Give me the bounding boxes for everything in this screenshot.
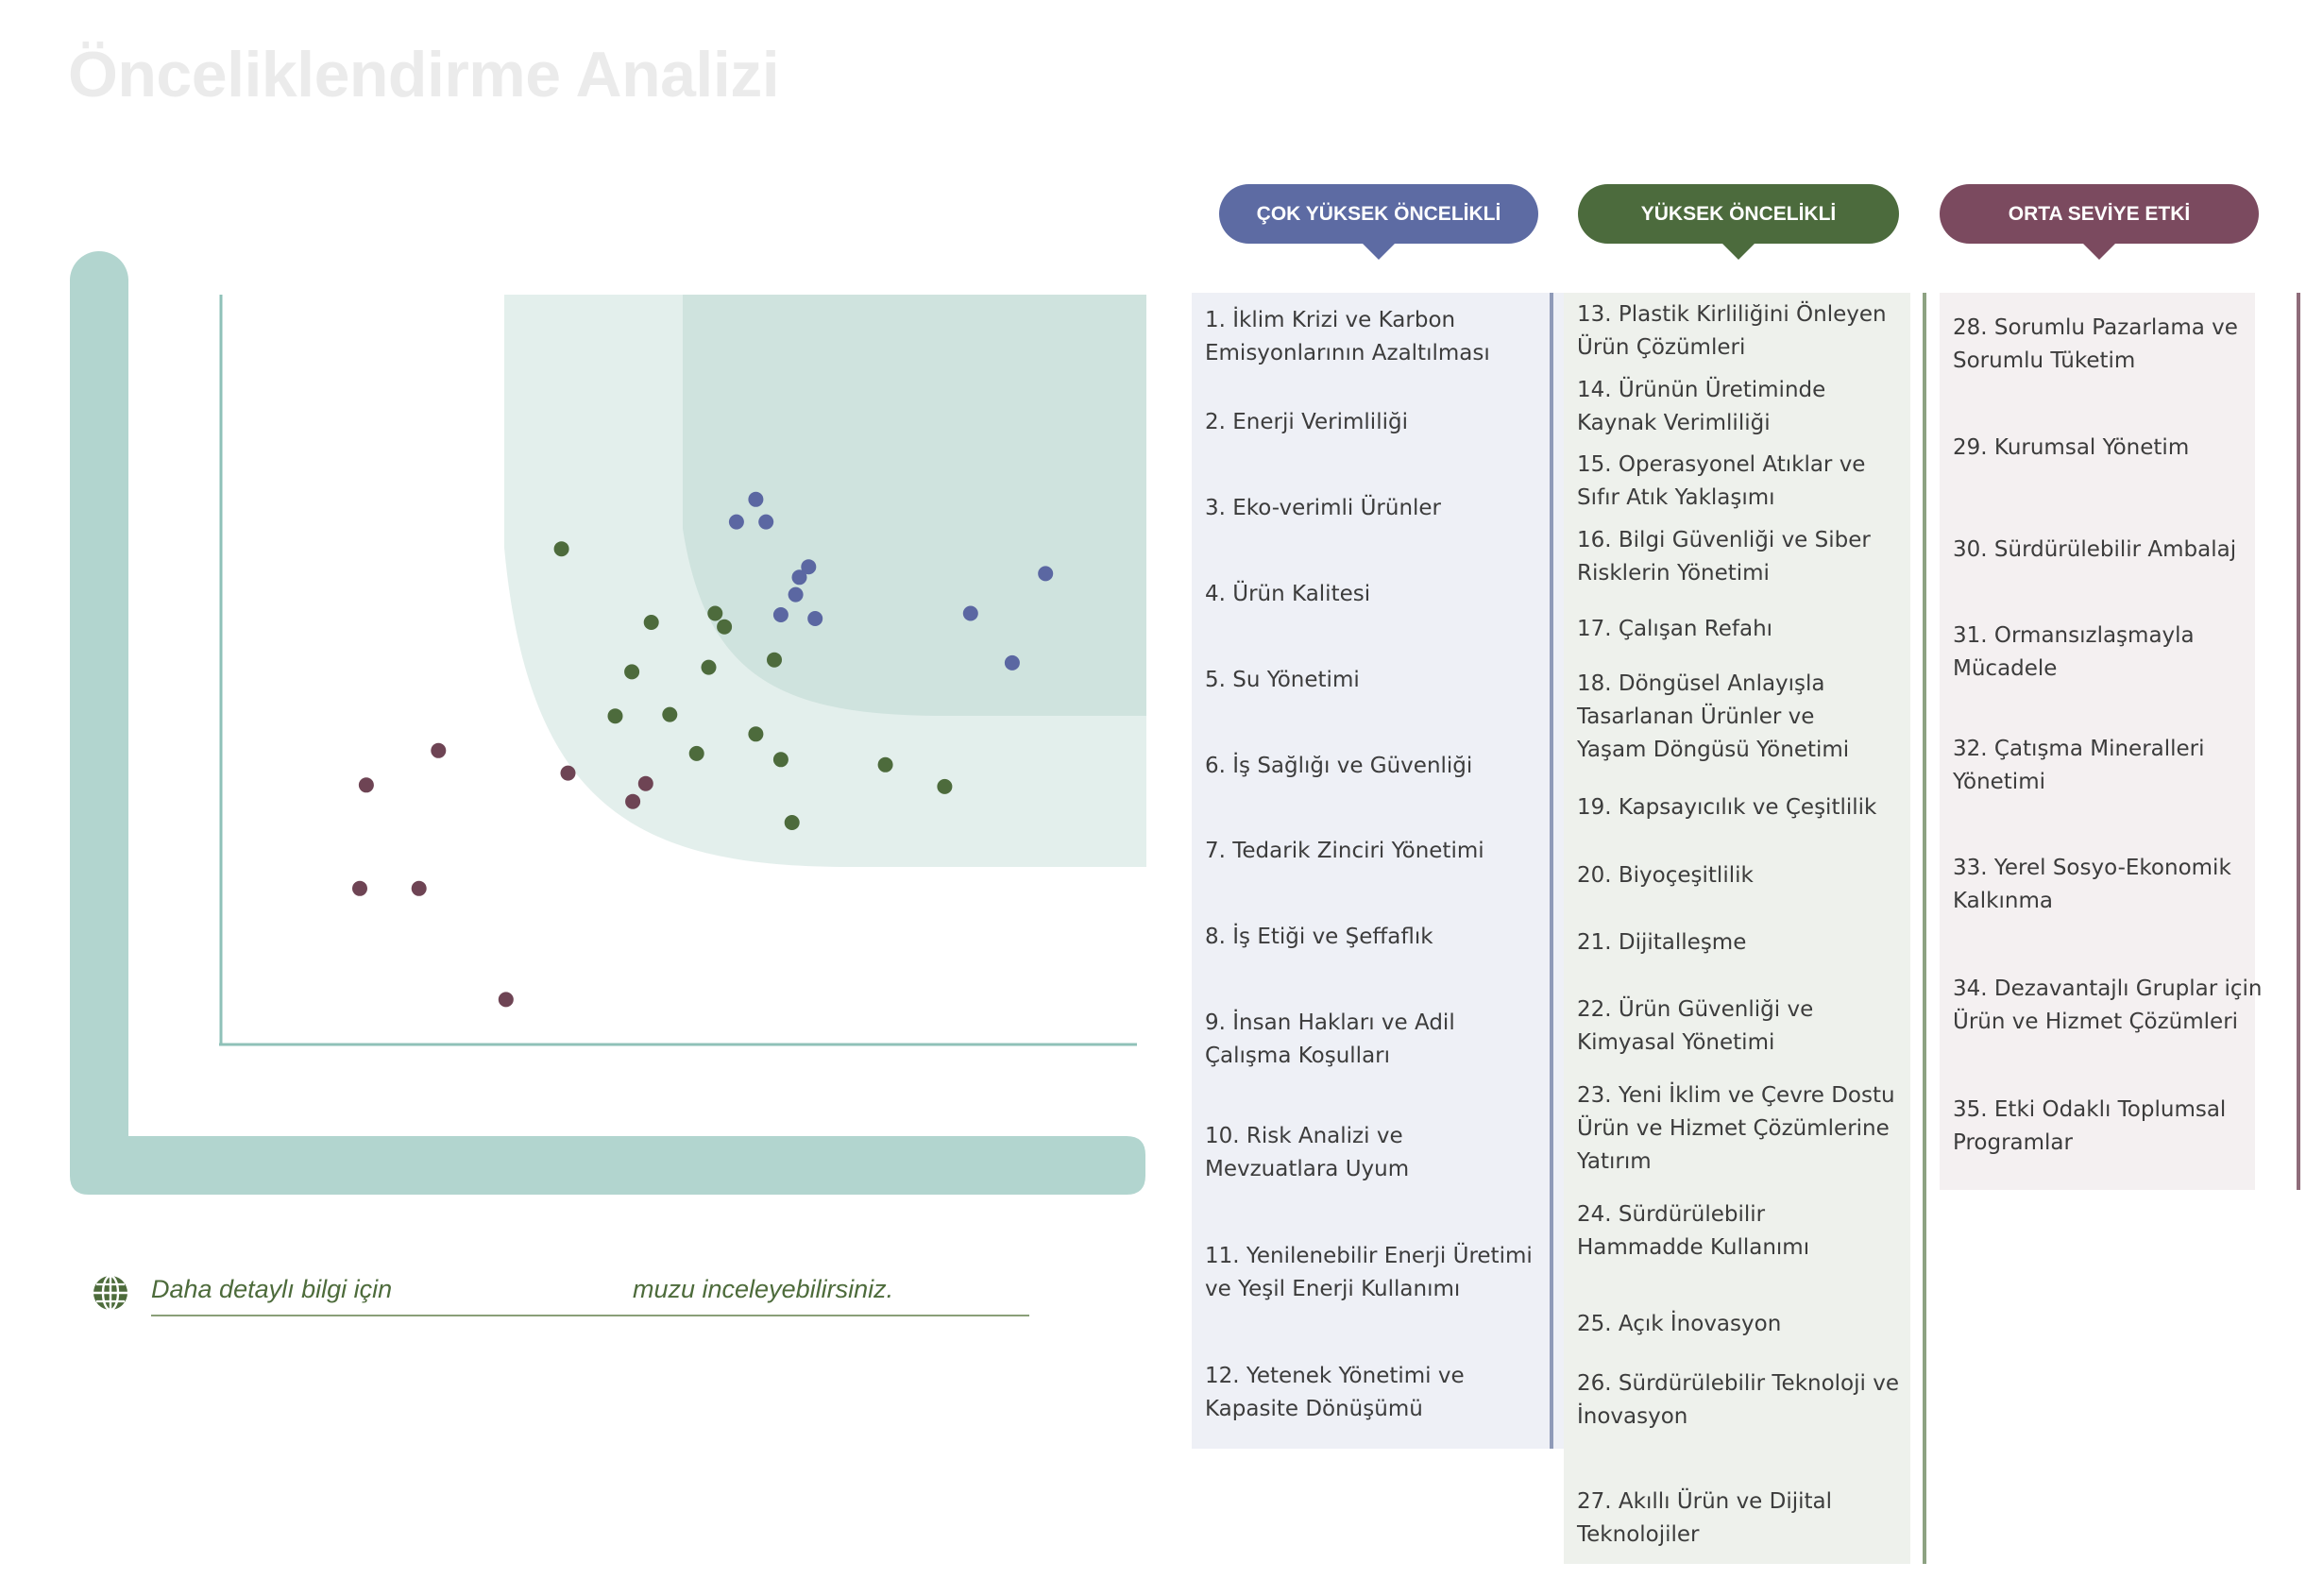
high-data-point xyxy=(767,653,782,668)
medium-data-point xyxy=(638,776,653,791)
high-data-point xyxy=(717,620,732,635)
topic-item xyxy=(1577,374,1825,440)
topic-line: 19. Kapsayıcılık ve Çeşitlilik xyxy=(1577,795,1877,820)
topic-line: 3. Eko-verimli Ürünler xyxy=(1205,496,1442,520)
topic-line: Teknolojiler xyxy=(1577,1522,1700,1547)
very-high-topic-list xyxy=(1192,293,1573,1449)
topic-line: 26. Sürdürülebilir Teknoloji ve xyxy=(1577,1371,1899,1396)
very-high-data-point xyxy=(748,492,763,507)
topic-line: 21. Dijitalleşme xyxy=(1577,930,1747,955)
topic-item xyxy=(1953,620,2195,686)
high-data-point xyxy=(707,606,722,621)
high-data-point xyxy=(644,615,659,630)
topic-line: Ürün ve Hizmet Çözümleri xyxy=(1953,1010,2239,1034)
topic-line: 9. İnsan Hakları ve Adil xyxy=(1205,1010,1455,1035)
topic-line: 30. Sürdürülebilir Ambalaj xyxy=(1953,537,2237,562)
very-high-data-point xyxy=(807,611,822,626)
footer-text-end: muzu inceleyebilirsiniz. xyxy=(633,1275,894,1303)
category-high-badge: YÜKSEK ÖNCELİKLİ xyxy=(1578,184,1899,244)
topic-item xyxy=(1205,921,1433,954)
topic-line: Sıfır Atık Yaklaşımı xyxy=(1577,485,1775,510)
topic-line: Ürün ve Hizmet Çözümlerine xyxy=(1577,1116,1890,1141)
medium-data-point xyxy=(499,992,514,1007)
topic-item xyxy=(1205,304,1490,370)
topic-item xyxy=(1953,973,2263,1039)
topic-line: 27. Akıllı Ürün ve Dijital xyxy=(1577,1489,1833,1514)
high-data-point xyxy=(554,541,569,556)
topic-line: 7. Tedarik Zinciri Yönetimi xyxy=(1205,839,1484,863)
topic-line: Sorumlu Tüketim xyxy=(1953,348,2136,373)
column-rule xyxy=(1550,293,1553,1449)
topic-line: 13. Plastik Kirliliğini Önleyen xyxy=(1577,302,1887,327)
medium-data-point xyxy=(352,881,367,896)
high-data-point xyxy=(748,726,763,741)
high-data-point xyxy=(662,707,677,722)
topic-line: 29. Kurumsal Yönetim xyxy=(1953,435,2190,460)
topic-line: Risklerin Yönetimi xyxy=(1577,561,1770,586)
topic-item xyxy=(1953,312,2238,378)
topic-line: İnovasyon xyxy=(1577,1404,1688,1429)
topic-line: 2. Enerji Verimliliği xyxy=(1205,410,1408,434)
high-data-point xyxy=(878,757,893,773)
topic-line: 8. İş Etiği ve Şeffaflık xyxy=(1205,925,1433,949)
topic-line: 16. Bilgi Güvenliği ve Siber xyxy=(1577,528,1871,552)
topic-line: 10. Risk Analizi ve xyxy=(1205,1124,1403,1148)
topic-line: 11. Yenilenebilir Enerji Üretimi xyxy=(1205,1244,1533,1268)
prioritization-matrix xyxy=(0,0,1171,1228)
column-rule xyxy=(2297,293,2300,1190)
topic-line: 33. Yerel Sosyo-Ekonomik xyxy=(1953,856,2231,880)
topic-line: 18. Döngüsel Anlayışla xyxy=(1577,671,1825,696)
high-data-point xyxy=(608,708,623,723)
very-high-data-point xyxy=(1038,566,1053,581)
topic-line: Hammadde Kullanımı xyxy=(1577,1235,1810,1260)
topic-item xyxy=(1205,1240,1533,1306)
very-high-data-point xyxy=(758,515,773,530)
high-data-point xyxy=(689,746,704,761)
topic-line: 34. Dezavantajlı Gruplar için xyxy=(1953,976,2263,1001)
topic-item xyxy=(1953,432,2189,465)
topic-item xyxy=(1577,613,1772,646)
footer-underline xyxy=(151,1315,1029,1316)
topic-item xyxy=(1205,1360,1465,1426)
topic-line: 20. Biyoçeşitlilik xyxy=(1577,863,1754,888)
medium-data-point xyxy=(412,881,427,896)
topic-line: Yaşam Döngüsü Yönetimi xyxy=(1577,738,1850,762)
topic-item xyxy=(1953,733,2205,799)
topic-line: 15. Operasyonel Atıklar ve xyxy=(1577,452,1866,477)
topic-line: Mücadele xyxy=(1953,656,2058,681)
topic-item xyxy=(1953,534,2236,567)
topic-line: 28. Sorumlu Pazarlama ve xyxy=(1953,315,2238,340)
topic-item xyxy=(1577,1367,1899,1434)
topic-line: Programlar xyxy=(1953,1130,2073,1155)
very-high-data-point xyxy=(773,607,788,622)
topic-line: ve Yeşil Enerji Kullanımı xyxy=(1205,1277,1461,1301)
topic-line: Emisyonlarının Azaltılması xyxy=(1205,341,1490,365)
topic-item xyxy=(1577,449,1865,515)
topic-line: Ürün Çözümleri xyxy=(1577,335,1746,360)
very-high-data-point xyxy=(963,606,978,621)
high-data-point xyxy=(937,779,952,794)
topic-item xyxy=(1205,664,1360,697)
medium-data-point xyxy=(561,766,576,781)
category-medium-badge: ORTA SEVİYE ETKİ xyxy=(1940,184,2259,244)
topic-item xyxy=(1577,668,1849,767)
topic-line: 24. Sürdürülebilir xyxy=(1577,1202,1766,1227)
topic-item xyxy=(1205,492,1441,525)
globe-icon xyxy=(91,1273,130,1313)
topic-item xyxy=(1205,1120,1409,1186)
topic-item xyxy=(1953,1094,2226,1160)
high-data-point xyxy=(785,815,800,830)
footer-text-start: Daha detaylı bilgi için xyxy=(151,1275,393,1303)
topic-line: 12. Yetenek Yönetimi ve xyxy=(1205,1364,1465,1388)
topic-line: Yatırım xyxy=(1577,1149,1652,1174)
topic-item xyxy=(1205,750,1472,783)
topic-line: 5. Su Yönetimi xyxy=(1205,668,1360,692)
high-data-point xyxy=(773,752,788,767)
very-high-data-point xyxy=(1005,655,1020,671)
topic-line: 6. İş Sağlığı ve Güvenliği xyxy=(1205,754,1473,778)
topic-line: 4. Ürün Kalitesi xyxy=(1205,582,1371,606)
column-rule xyxy=(1923,293,1926,1564)
topic-item xyxy=(1577,524,1871,590)
medium-topic-list xyxy=(1940,293,2263,1190)
topic-item xyxy=(1953,852,2231,918)
topic-item xyxy=(1577,1198,1809,1265)
topic-line: 31. Ormansızlaşmayla xyxy=(1953,623,2195,648)
high-data-point xyxy=(624,664,639,679)
high-data-point xyxy=(702,660,717,675)
topic-line: Kimyasal Yönetimi xyxy=(1577,1030,1775,1055)
topic-line: Yönetimi xyxy=(1953,770,2045,794)
high-topic-list xyxy=(1564,293,1910,1564)
topic-line: 23. Yeni İklim ve Çevre Dostu xyxy=(1577,1083,1895,1108)
topic-line: Kalkınma xyxy=(1953,889,2053,913)
medium-data-point xyxy=(431,743,446,758)
topic-line: 14. Ürünün Üretiminde xyxy=(1577,378,1826,402)
topic-item xyxy=(1577,993,1813,1060)
topic-item xyxy=(1577,298,1887,365)
topic-item xyxy=(1577,1308,1781,1341)
topic-line: 25. Açık İnovasyon xyxy=(1577,1312,1782,1336)
topic-item xyxy=(1205,1007,1455,1073)
very-high-data-point xyxy=(788,587,804,603)
topic-item xyxy=(1577,859,1754,892)
topic-item xyxy=(1205,406,1408,439)
topic-line: Tasarlanan Ürünler ve xyxy=(1577,705,1815,729)
topic-line: 17. Çalışan Refahı xyxy=(1577,617,1773,641)
footer-note xyxy=(91,1265,1035,1322)
topic-line: Kaynak Verimliliği xyxy=(1577,411,1771,435)
topic-line: 35. Etki Odaklı Toplumsal xyxy=(1953,1097,2227,1122)
topic-line: Mevzuatlara Uyum xyxy=(1205,1157,1410,1181)
page-title: Önceliklendirme Analizi xyxy=(68,39,780,110)
topic-line: Kapasite Dönüşümü xyxy=(1205,1397,1423,1421)
topic-line: 32. Çatışma Mineralleri xyxy=(1953,737,2205,761)
category-very-high-badge: ÇOK YÜKSEK ÖNCELİKLİ xyxy=(1219,184,1538,244)
topic-item xyxy=(1577,926,1746,959)
medium-data-point xyxy=(625,794,640,809)
topic-item xyxy=(1205,835,1484,868)
topic-line: 1. İklim Krizi ve Karbon xyxy=(1205,308,1456,332)
topic-line: Çalışma Koşulları xyxy=(1205,1044,1391,1068)
topic-line: 22. Ürün Güvenliği ve xyxy=(1577,997,1814,1022)
very-high-data-point xyxy=(729,515,744,530)
topic-item xyxy=(1577,1486,1832,1552)
topic-item xyxy=(1577,791,1876,824)
topic-item xyxy=(1577,1079,1895,1179)
very-high-data-point xyxy=(801,559,816,574)
medium-data-point xyxy=(359,777,374,792)
topic-item xyxy=(1205,578,1370,611)
